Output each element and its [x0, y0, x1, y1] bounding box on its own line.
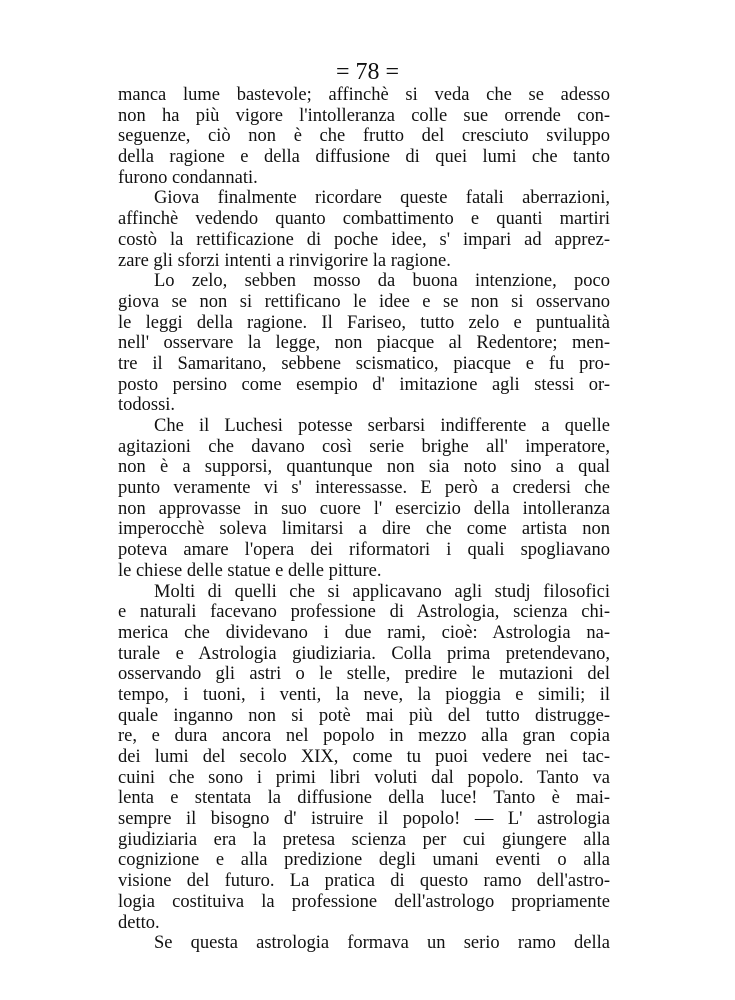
text-line: poteva amare l'opera dei riformatori i quali spogliavano — [118, 540, 610, 561]
text-line: detto. — [118, 912, 160, 933]
text-line: agitazioni che davano così serie brighe all' imperatore, — [118, 436, 610, 457]
text-line: osservando gli astri o le stelle, predire le mutazioni del — [118, 664, 610, 685]
text-line: tempo, i tuoni, i venti, la neve, la pioggia e simili; il — [118, 684, 610, 705]
text-line: merica che dividevano i due rami, cioè: Astrologia na- — [118, 622, 610, 643]
text-line: seguenze, ciò non è che frutto del cresciuto sviluppo — [118, 126, 610, 147]
text-line: Se questa astrologia formava un serio ramo della — [154, 933, 610, 954]
text-line: visione del futuro. La pratica di questo ramo dell'astro- — [118, 871, 610, 892]
text-line: posto persino come esempio d' imitazione agli stessi or- — [118, 374, 610, 395]
text-line: Molti di quelli che si applicavano agli studj filosofici — [154, 581, 610, 602]
text-line: sempre il bisogno d' istruire il popolo! — L' astrologia — [118, 809, 610, 830]
text-line: punto veramente vi s' interessasse. E però a credersi che — [118, 478, 610, 499]
text-line: todossi. — [118, 395, 176, 416]
text-line: furono condannati. — [118, 167, 258, 188]
text-line: tre il Samaritano, sebbene scismatico, piacque e fu pro- — [118, 353, 610, 374]
text-line: nell' osservare la legge, non piacque al Redentore; men- — [118, 333, 610, 354]
text-line: giova se non si rettificano le idee e se non si osservano — [118, 291, 610, 312]
text-line: Lo zelo, sebben mosso da buona intenzione, poco — [154, 271, 610, 292]
text-line: le chiese delle statue e delle pitture. — [118, 560, 382, 581]
text-line: cognizione e alla predizione degli umani eventi o alla — [118, 850, 610, 871]
text-line: non è a supporsi, quantunque non sia noto sino a qual — [118, 457, 610, 478]
text-line: re, e dura ancora nel popolo in mezzo alla gran copia — [118, 726, 610, 747]
text-line: cuini che sono i primi libri voluti dal popolo. Tanto va — [118, 767, 610, 788]
text-line: dei lumi del secolo XIX, come tu puoi vedere nei tac- — [118, 747, 610, 767]
text-line: della ragione e della diffusione di quei lumi che tanto — [118, 147, 610, 168]
page-number: = 78 = — [335, 59, 400, 85]
text-line: affinchè vedendo quanto combattimento e quanti martiri — [118, 209, 610, 230]
body-text — [118, 85, 610, 954]
text-line: le leggi della ragione. Il Fariseo, tutto zelo e puntualità — [118, 312, 610, 333]
text-line: turale e Astrologia giudiziaria. Colla prima pretendevano, — [118, 643, 610, 664]
text-line: imperocchè soleva limitarsi a dire che come artista non — [118, 519, 610, 540]
text-line: Giova finalmente ricordare queste fatali aberrazioni, — [154, 188, 610, 209]
text-line: zare gli sforzi intenti a rinvigorire la ragione. — [118, 250, 451, 271]
text-line: lenta e stentata la diffusione della luce! Tanto è mai- — [118, 788, 610, 809]
text-line: giudiziaria era la pretesa scienza per cui giungere alla — [118, 829, 610, 850]
text-line: non approvasse in suo cuore l' esercizio della intolleranza — [118, 498, 610, 519]
text-line: e naturali facevano professione di Astrologia, scienza chi- — [118, 602, 610, 623]
text-line: costò la rettificazione di poche idee, s' impari ad apprez- — [118, 229, 610, 250]
text-line: non ha più vigore l'intolleranza colle sue orrende con- — [118, 105, 610, 126]
text-line: logia costituiva la professione dell'astrologo propriamente — [118, 891, 610, 912]
text-line: Che il Luchesi potesse serbarsi indifferente a quelle — [154, 416, 610, 436]
text-line: manca lume bastevole; affinchè si veda che se adesso — [118, 85, 610, 105]
text-line: quale inganno non si potè mai più del tutto distrugge- — [118, 705, 610, 726]
